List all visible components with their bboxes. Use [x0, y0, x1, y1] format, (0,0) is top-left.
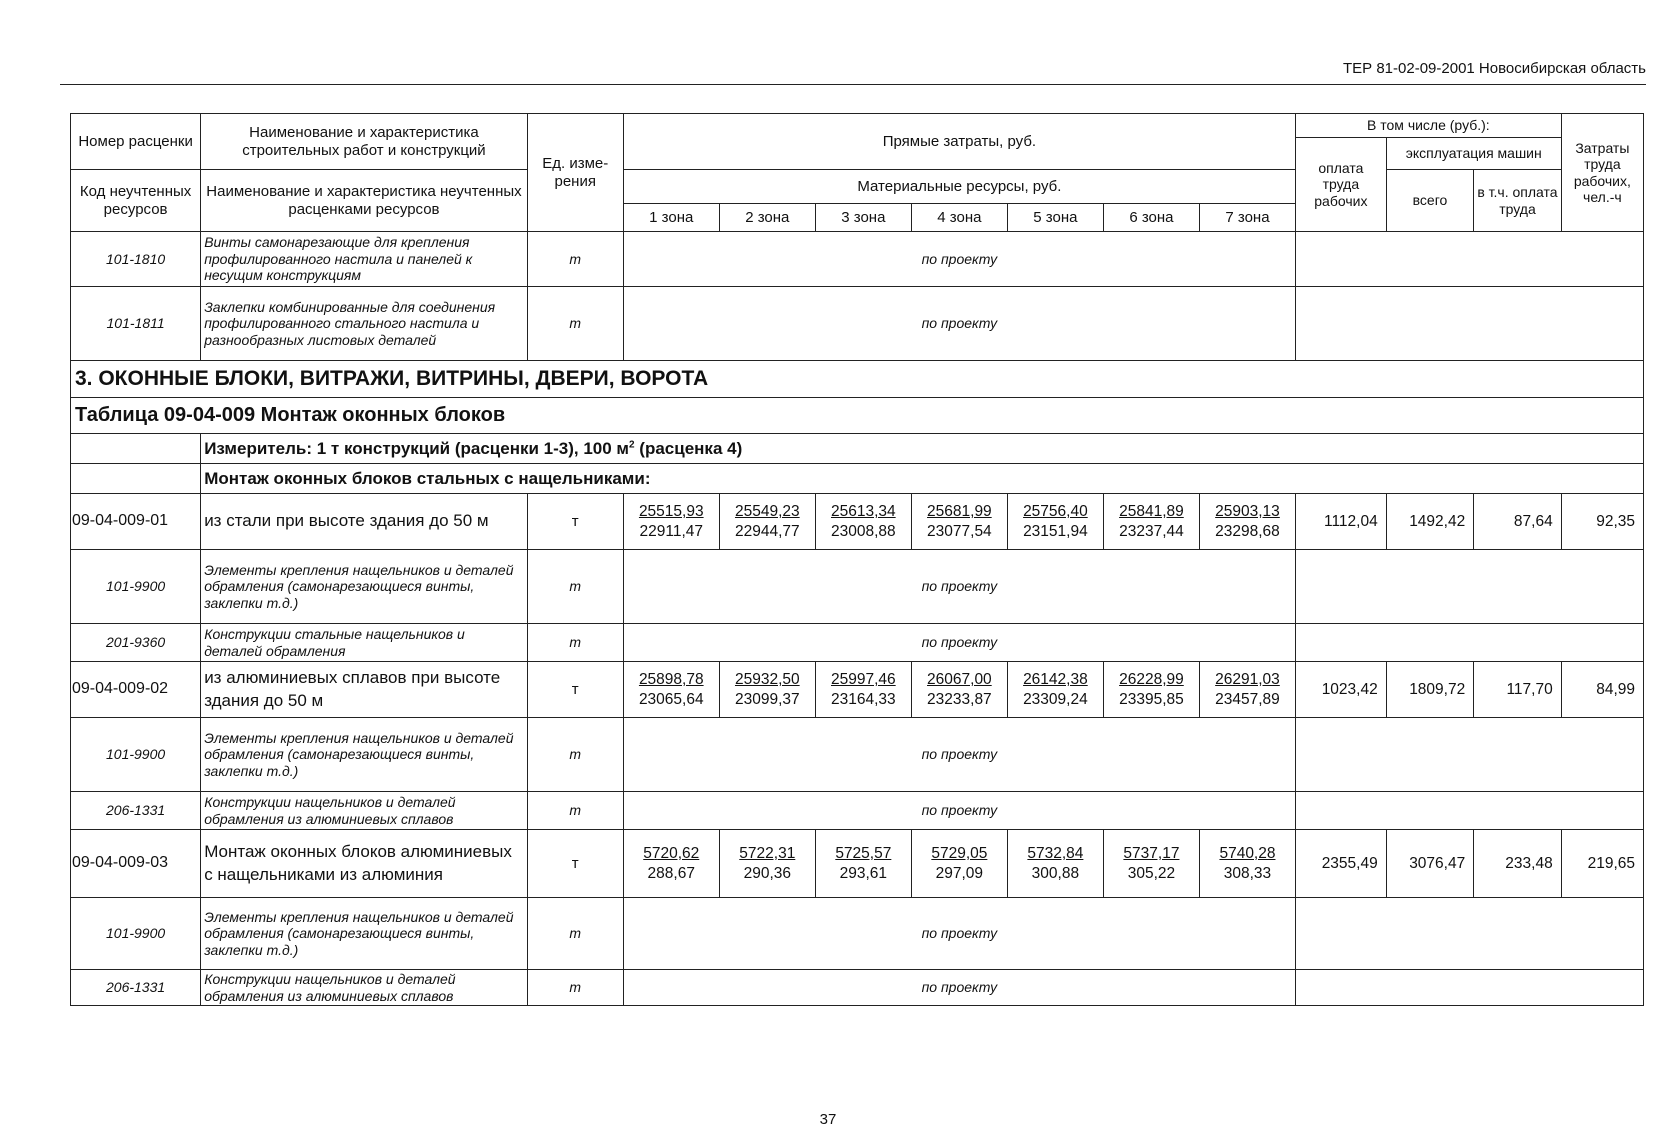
- empty-cell: [1296, 718, 1644, 792]
- price-lower: 23298,68: [1215, 522, 1280, 540]
- resource-code: 101-9900: [71, 550, 201, 624]
- resource-value: по проекту: [623, 898, 1295, 970]
- resource-code: 201-9360: [71, 624, 201, 662]
- price-upper: 25549,23: [734, 503, 800, 521]
- resource-name: Винты самонарезающие для крепления профилированного настила и панелей к несущим конструкциям: [201, 232, 528, 287]
- resource-value: по проекту: [623, 550, 1295, 624]
- price-lower: 23237,44: [1119, 522, 1184, 540]
- resource-name: Заклепки комбинированные для соединения профилированного стального настила и разнообразных листовых деталей: [201, 287, 528, 361]
- resource-value: по проекту: [623, 718, 1295, 792]
- price-lower: 288,67: [647, 864, 695, 882]
- table-title-row: [71, 398, 1644, 434]
- table-title: Таблица 09-04-009 Монтаж оконных блоков: [71, 398, 1644, 434]
- zone-header: 3 зона: [815, 204, 911, 232]
- resource-value: по проекту: [623, 232, 1295, 287]
- oplata-value: 1023,42: [1296, 662, 1387, 718]
- resource-unit: т: [527, 718, 623, 792]
- zone-price: [815, 494, 911, 550]
- price-lower: 23164,33: [831, 690, 896, 708]
- zone-price: [815, 662, 911, 718]
- rate-row: [71, 662, 1644, 718]
- rate-row: [71, 494, 1644, 550]
- header-v-tom: В том числе (руб.):: [1296, 114, 1562, 138]
- empty-cell: [1296, 232, 1644, 287]
- page-header: [60, 58, 1646, 85]
- rate-name: из алюминиевых сплавов при высоте здания до 50 м: [201, 662, 528, 718]
- header-nomer: Номер расценки: [71, 114, 201, 170]
- price-lower: 23151,94: [1023, 522, 1088, 540]
- resource-name: Элементы крепления нащельников и деталей обрамления (самонарезающиеся винты, заклепки т.д.): [201, 718, 528, 792]
- zone-price: [911, 494, 1007, 550]
- price-lower: 290,36: [743, 864, 791, 882]
- zone-price: [1007, 662, 1103, 718]
- zone-price: [1007, 830, 1103, 898]
- resource-row: [71, 624, 1644, 662]
- header-row: [71, 170, 1644, 204]
- header-zatraty: Затраты труда рабочих, чел.-ч: [1561, 114, 1643, 232]
- empty-cell: [1296, 624, 1644, 662]
- empty-cell: [1296, 898, 1644, 970]
- resource-row: [71, 232, 1644, 287]
- subheading-row: [71, 464, 1644, 494]
- price-lower: 23457,89: [1215, 690, 1280, 708]
- price-upper: 5725,57: [835, 845, 892, 863]
- empty-cell: [1296, 970, 1644, 1006]
- price-lower: 23065,64: [638, 690, 704, 708]
- resource-name: Конструкции нащельников и деталей обрамления из алюминиевых сплавов: [201, 970, 528, 1006]
- price-upper: 5720,62: [643, 845, 700, 863]
- measure-row: [71, 434, 1644, 464]
- resource-row: [71, 287, 1644, 361]
- zatraty-value: 84,99: [1561, 662, 1643, 718]
- subheading: Монтаж оконных блоков стальных с нащельниками:: [201, 464, 1644, 494]
- price-upper: 25613,34: [831, 503, 896, 521]
- zone-header: 7 зона: [1199, 204, 1295, 232]
- header-eksp: эксплуатация машин: [1386, 138, 1561, 170]
- resource-code: 101-9900: [71, 718, 201, 792]
- price-upper: 25515,93: [638, 503, 704, 521]
- resource-code: 101-9900: [71, 898, 201, 970]
- zone-header: 5 зона: [1007, 204, 1103, 232]
- price-upper: 25903,13: [1215, 503, 1280, 521]
- price-lower: 23008,88: [831, 522, 896, 540]
- empty-cell: [1296, 792, 1644, 830]
- rate-unit: т: [527, 830, 623, 898]
- vsego-value: 1492,42: [1386, 494, 1474, 550]
- header-row: [71, 114, 1644, 138]
- price-upper: 5729,05: [931, 845, 988, 863]
- zone-price: [1199, 662, 1295, 718]
- zone-price: [911, 830, 1007, 898]
- resource-row: [71, 970, 1644, 1006]
- price-upper: 5737,17: [1123, 845, 1180, 863]
- zone-price: [623, 830, 719, 898]
- rate-code: 09-04-009-01: [71, 494, 201, 550]
- zone-header: 6 зона: [1103, 204, 1199, 232]
- rate-unit: т: [527, 662, 623, 718]
- price-lower: 293,61: [839, 864, 888, 882]
- price-upper: 5732,84: [1027, 845, 1084, 863]
- vtch-value: 87,64: [1474, 494, 1562, 550]
- resource-name: Конструкции нащельников и деталей обрамления из алюминиевых сплавов: [201, 792, 528, 830]
- empty-cell: [1296, 550, 1644, 624]
- resource-name: Элементы крепления нащельников и деталей обрамления (самонарезающиеся винты, заклепки т.д.): [201, 898, 528, 970]
- rate-unit: т: [527, 494, 623, 550]
- empty-cell: [71, 434, 201, 464]
- zone-price: [623, 662, 719, 718]
- zone-header: 1 зона: [623, 204, 719, 232]
- resource-row: [71, 898, 1644, 970]
- rate-name: Монтаж оконных блоков алюминиевых с нащельниками из алюминия: [201, 830, 528, 898]
- price-upper: 25997,46: [831, 671, 896, 689]
- header-vsego: всего: [1386, 170, 1474, 232]
- price-lower: 23077,54: [927, 522, 992, 540]
- measure-main: Измеритель: 1 т конструкций (расценки 1-3), 100 м: [204, 438, 630, 458]
- resource-name: Элементы крепления нащельников и деталей обрамления (самонарезающиеся винты, заклепки т.д.): [201, 550, 528, 624]
- price-upper: 5740,28: [1219, 845, 1276, 863]
- resource-row: [71, 718, 1644, 792]
- resource-value: по проекту: [623, 792, 1295, 830]
- resource-value: по проекту: [623, 970, 1295, 1006]
- measure-text: [201, 434, 1644, 464]
- resource-row: [71, 792, 1644, 830]
- resource-unit: т: [527, 792, 623, 830]
- measure-tail: (расценка 4): [634, 438, 743, 458]
- rate-code: 09-04-009-03: [71, 830, 201, 898]
- header-pryamye: Прямые затраты, руб.: [623, 114, 1295, 170]
- zone-price: [815, 830, 911, 898]
- oplata-value: 1112,04: [1296, 494, 1387, 550]
- price-upper: 26142,38: [1023, 671, 1088, 689]
- price-upper: 26228,99: [1119, 671, 1184, 689]
- price-upper: 25898,78: [638, 671, 704, 689]
- vtch-value: 117,70: [1474, 662, 1562, 718]
- header-oplata: оплата труда рабочих: [1296, 138, 1387, 232]
- resource-code: 206-1331: [71, 970, 201, 1006]
- resource-unit: т: [527, 550, 623, 624]
- zatraty-value: 92,35: [1561, 494, 1643, 550]
- vsego-value: 3076,47: [1386, 830, 1474, 898]
- section-title-row: [71, 361, 1644, 398]
- zone-price: [1007, 494, 1103, 550]
- zone-price: [1103, 494, 1199, 550]
- zone-price: [1199, 830, 1295, 898]
- measure-sup: 2: [629, 439, 635, 451]
- zone-price: [1199, 494, 1295, 550]
- price-upper: 26067,00: [927, 671, 992, 689]
- page-number: 37: [819, 1111, 837, 1128]
- price-upper: 25681,99: [927, 503, 992, 521]
- zone-price: [911, 662, 1007, 718]
- price-lower: 23233,87: [927, 690, 992, 708]
- price-lower: 23099,37: [734, 690, 800, 708]
- vtch-value: 233,48: [1474, 830, 1562, 898]
- zone-price: [1103, 662, 1199, 718]
- header-vtch: в т.ч. оплата труда: [1474, 170, 1562, 232]
- zone-price: [719, 494, 815, 550]
- header-naim: Наименование и характеристика строительных работ и конструкций: [201, 114, 528, 170]
- rate-code: 09-04-009-02: [71, 662, 201, 718]
- zone-header: 2 зона: [719, 204, 815, 232]
- resource-value: по проекту: [623, 624, 1295, 662]
- vsego-value: 1809,72: [1386, 662, 1474, 718]
- price-upper: 25756,40: [1023, 503, 1088, 521]
- resource-unit: т: [527, 898, 623, 970]
- price-lower: 297,09: [935, 864, 984, 882]
- price-lower: 23395,85: [1119, 690, 1184, 708]
- price-lower: 300,88: [1031, 864, 1080, 882]
- rates-table: [70, 113, 1644, 1006]
- empty-cell: [1296, 287, 1644, 361]
- price-lower: 22944,77: [734, 522, 800, 540]
- price-upper: 26291,03: [1215, 671, 1280, 689]
- resource-unit: т: [527, 232, 623, 287]
- resource-code: 101-1811: [71, 287, 201, 361]
- section-title: 3. ОКОННЫЕ БЛОКИ, ВИТРАЖИ, ВИТРИНЫ, ДВЕРИ, ВОРОТА: [71, 361, 1644, 398]
- resource-code: 101-1810: [71, 232, 201, 287]
- rate-name: из стали при высоте здания до 50 м: [201, 494, 528, 550]
- price-lower: 23309,24: [1023, 690, 1088, 708]
- header-kod: Код неучтенных ресурсов: [71, 170, 201, 232]
- resource-unit: т: [527, 624, 623, 662]
- document-id: ТЕР 81-02-09-2001 Новосибирская область: [1343, 60, 1646, 77]
- price-upper: 25841,89: [1119, 503, 1184, 521]
- zone-price: [1103, 830, 1199, 898]
- price-lower: 305,22: [1127, 864, 1176, 882]
- resource-name: Конструкции стальные нащельников и деталей обрамления: [201, 624, 528, 662]
- zone-price: [719, 830, 815, 898]
- zone-price: [719, 662, 815, 718]
- resource-code: 206-1331: [71, 792, 201, 830]
- resource-unit: т: [527, 970, 623, 1006]
- header-naim-res: Наименование и характеристика неучтенных расценками ресурсов: [201, 170, 528, 232]
- zone-price: [623, 494, 719, 550]
- oplata-value: 2355,49: [1296, 830, 1387, 898]
- rate-row: [71, 830, 1644, 898]
- empty-cell: [71, 464, 201, 494]
- resource-unit: т: [527, 287, 623, 361]
- header-unit: Ед. изме-рения: [527, 114, 623, 232]
- zone-header: 4 зона: [911, 204, 1007, 232]
- resource-row: [71, 550, 1644, 624]
- header-material: Материальные ресурсы, руб.: [623, 170, 1295, 204]
- price-upper: 25932,50: [734, 671, 800, 689]
- price-upper: 5722,31: [739, 845, 796, 863]
- price-lower: 22911,47: [639, 522, 704, 540]
- resource-value: по проекту: [623, 287, 1295, 361]
- price-lower: 308,33: [1223, 864, 1272, 882]
- zatraty-value: 219,65: [1561, 830, 1643, 898]
